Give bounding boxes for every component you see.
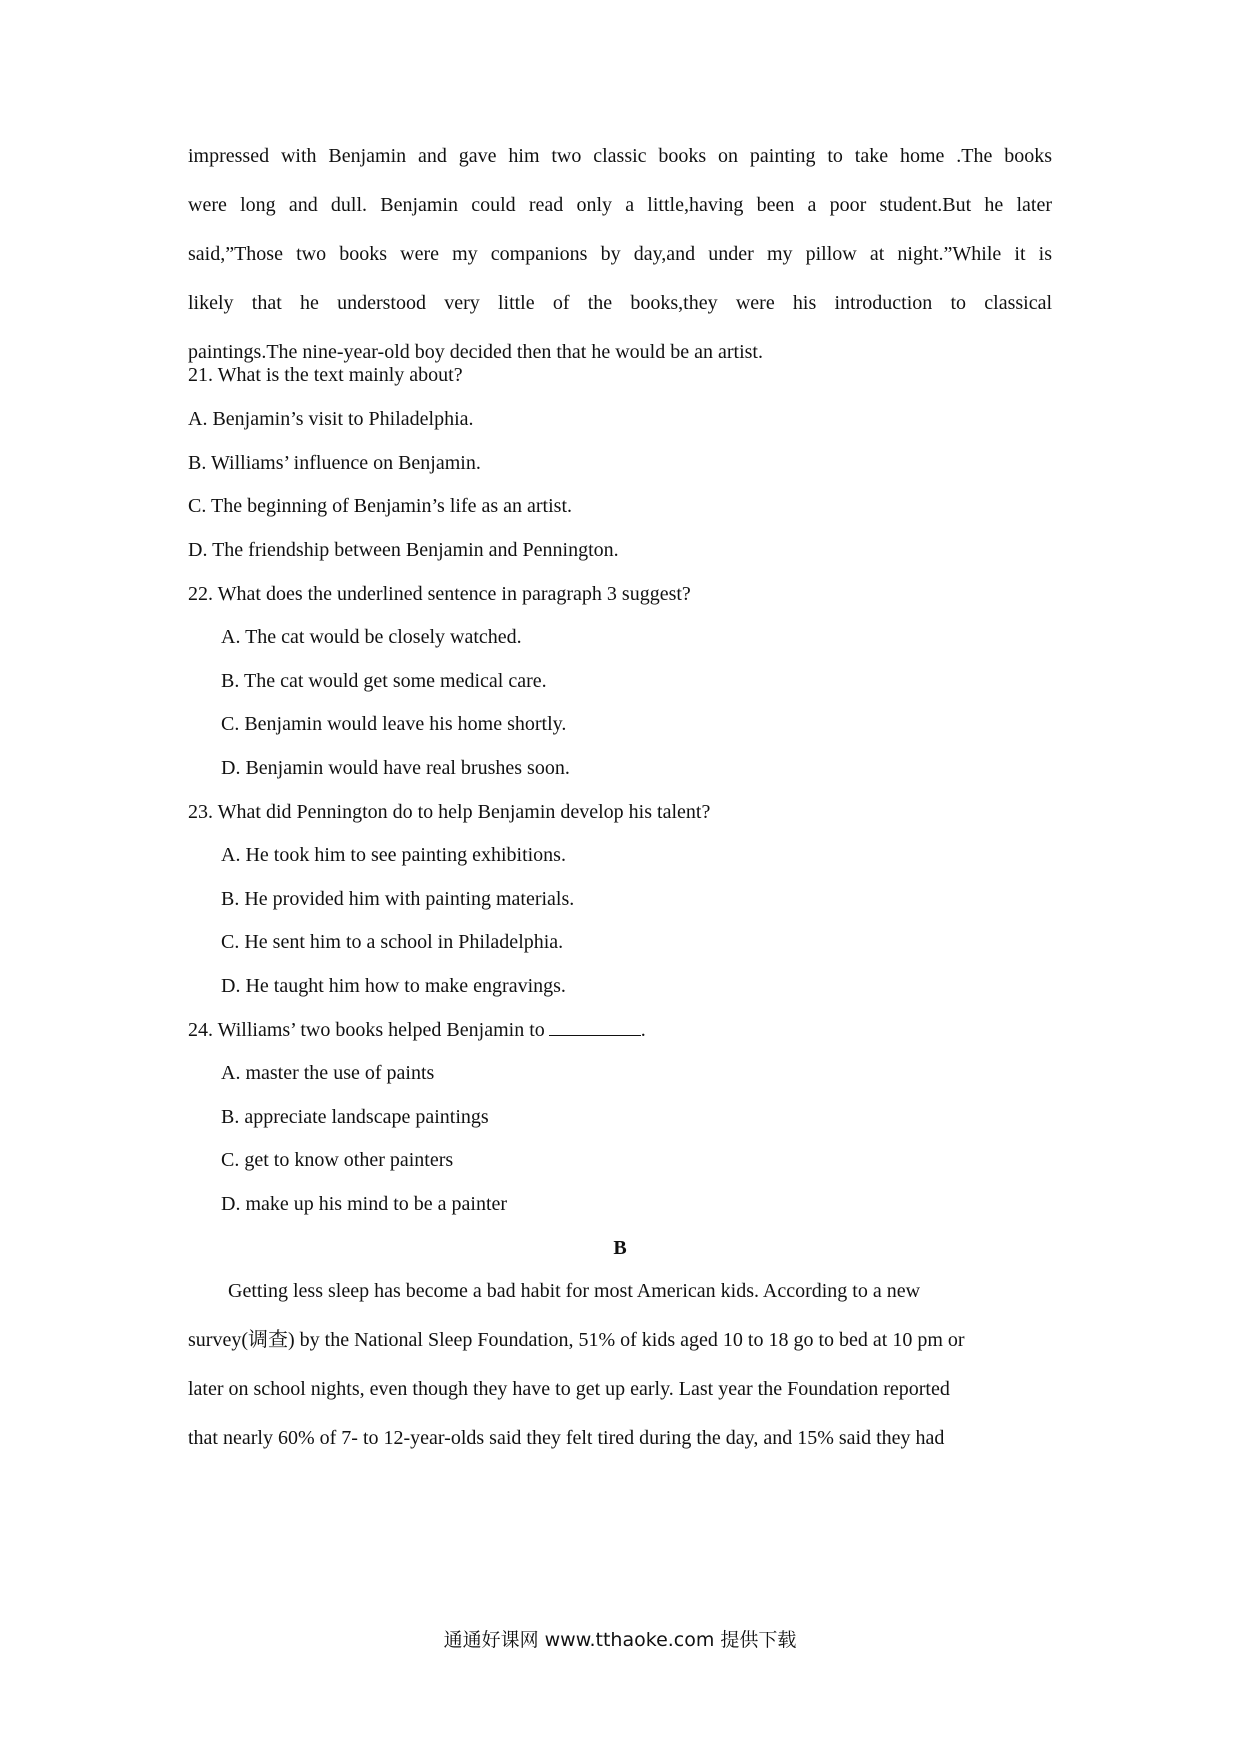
- passage-a-paragraph: [188, 132, 1052, 377]
- passage-line: paintings.The nine-year-old boy decided then that he would be an artist.: [188, 341, 763, 363]
- passage-line: survey(调查) by the National Sleep Foundation, 51% of kids aged 10 to 18 go to bed at 10 pm or: [188, 1329, 965, 1351]
- question-22-option-d: D. Benjamin would have real brushes soon.: [221, 757, 570, 779]
- question-22-stem: 22. What does the underlined sentence in paragraph 3 suggest?: [188, 583, 691, 605]
- question-24-stem-end: .: [640, 1019, 646, 1041]
- passage-line: later on school nights, even though they have to get up early. Last year the Foundation reported: [188, 1378, 950, 1400]
- question-24-option-d: D. make up his mind to be a painter: [221, 1193, 508, 1215]
- passage-line: were long and dull. Benjamin could read only a little,having been a poor student.But he later: [188, 194, 1052, 216]
- section-b-paragraph: [188, 1267, 1052, 1463]
- passage-line: Getting less sleep has become a bad habit for most American kids. According to a new: [228, 1280, 921, 1302]
- section-b-heading: B: [613, 1237, 627, 1259]
- passage-line: likely that he understood very little of the books,they were his introduction to classical: [188, 292, 1052, 314]
- passage-line: impressed with Benjamin and gave him two classic books on painting to take home .The books: [188, 145, 1052, 167]
- question-24-option-b: B. appreciate landscape paintings: [221, 1106, 489, 1128]
- question-23-option-c: C. He sent him to a school in Philadelphia.: [221, 931, 564, 953]
- question-23-option-a: A. He took him to see painting exhibitions.: [221, 844, 566, 866]
- question-21-option-d: D. The friendship between Benjamin and Pennington.: [188, 539, 619, 561]
- question-23-option-d: D. He taught him how to make engravings.: [221, 975, 566, 997]
- question-22-option-c: C. Benjamin would leave his home shortly.: [221, 713, 567, 735]
- question-23-stem: 23. What did Pennington do to help Benjamin develop his talent?: [188, 801, 711, 823]
- question-21-stem: 21. What is the text mainly about?: [188, 364, 463, 386]
- question-24-option-a: A. master the use of paints: [221, 1062, 435, 1084]
- passage-line: that nearly 60% of 7- to 12-year-olds said they felt tired during the day, and 15% said they had: [188, 1427, 945, 1449]
- question-22-option-b: B. The cat would get some medical care.: [221, 670, 547, 692]
- question-24-stem-text: 24. Williams’ two books helped Benjamin to: [188, 1019, 545, 1041]
- page-footer-watermark: 通通好课网 www.tthaoke.com 提供下载: [443, 1629, 797, 1651]
- question-23-option-b: B. He provided him with painting materials.: [221, 888, 575, 910]
- question-24-stem: [188, 1017, 646, 1042]
- question-21-option-c: C. The beginning of Benjamin’s life as an artist.: [188, 495, 573, 517]
- question-22-option-a: A. The cat would be closely watched.: [221, 626, 522, 648]
- question-24-option-c: C. get to know other painters: [221, 1149, 454, 1171]
- passage-line: said,”Those two books were my companions by day,and under my pillow at night.”While it is: [188, 243, 1052, 265]
- question-21-option-b: B. Williams’ influence on Benjamin.: [188, 452, 481, 474]
- question-21-option-a: A. Benjamin’s visit to Philadelphia.: [188, 408, 474, 430]
- answer-blank: [549, 1017, 641, 1036]
